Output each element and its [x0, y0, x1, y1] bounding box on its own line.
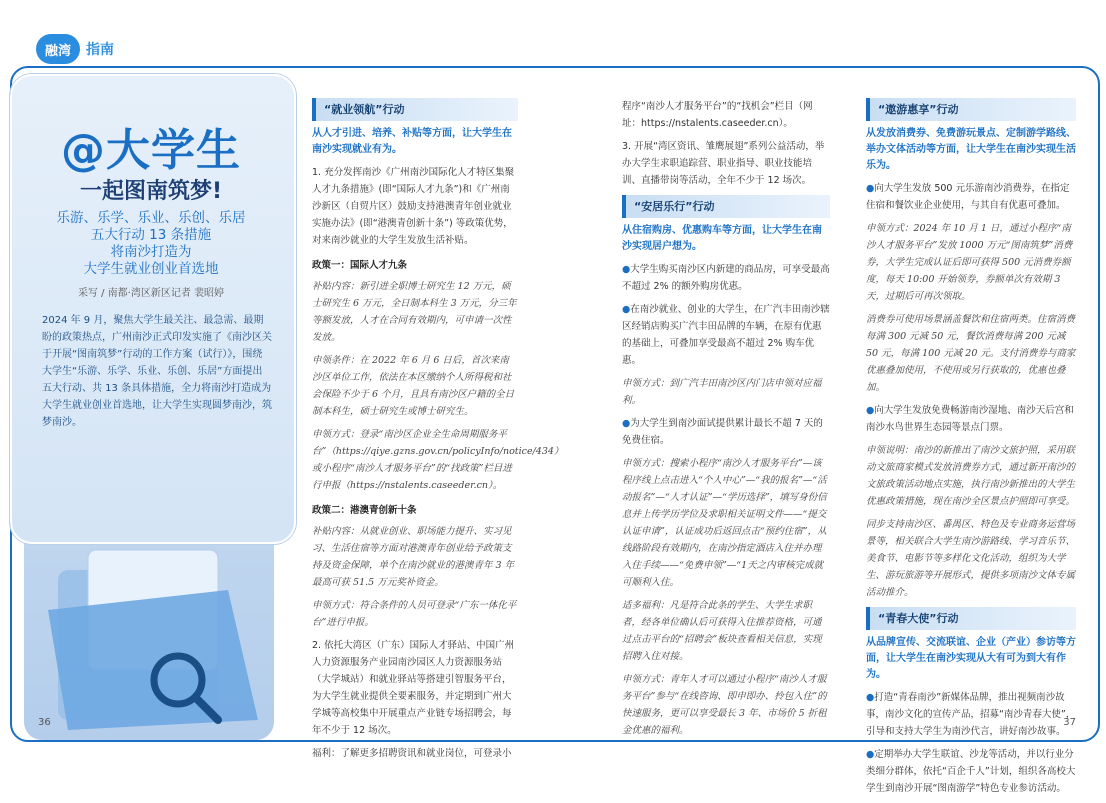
intro-paragraph: 2024 年 9 月，聚焦大学生最关注、最急需、最期盼的政策热点，广州南沙正式印发实施了《南沙区关于开展“图南筑梦”行动的工作方案（试行）》，围绕大学生“乐游、乐学、乐业、乐创、乐居”方面提出五大行动、共 13 条具体措施，全力将南沙打造成为大学生就业创业首选地，让大学生实现圆梦南沙，筑梦南沙。 — [42, 315, 272, 428]
bullet-item — [866, 180, 1076, 214]
header-section: 指南 — [86, 42, 114, 58]
section-heading-ambassador: “青春大使”行动 — [866, 607, 1076, 630]
section-lead: 从发放消费券、免费游玩景点、定制游学路线、举办文体活动等方面，让大学生在南沙实现生活乐为。 — [866, 128, 1076, 171]
paragraph: 申领方式：登录“南沙区企业全生命周期服务平台”（https://qiye.gzns.gov.cn/policyInfo/notice/434）或小程序“南沙人才服务平台”的“找政策”栏目进行申报（https://nstalents.caseeder.cn）。 — [312, 429, 564, 491]
bullet-text: 打造“青春南沙”新媒体品牌，推出视频南沙故事，南沙文化的宣传产品，招募“南沙青春大使”，引导和支持大学生为南沙代言，讲好南沙故事。 — [866, 692, 1076, 737]
bullet-icon: ● — [622, 418, 631, 429]
section-lead: 从品牌宣传、交流联谊、企业（产业）参访等方面，让大学生在南沙实现从大有可为到大有作为。 — [866, 637, 1076, 680]
paragraph: 补贴内容：从就业创业、职场能力提升、实习见习、生活住宿等方面对港澳青年创业给予政策支持及资金保障，单个在南沙就业的港澳青年 3 年最高可获 51.5 万元奖补资金。 — [312, 526, 515, 588]
paragraph: 申领说明：南沙的新推出了南沙文旅护照，采用联动文旅商家模式发放消费券方式，通过新开南沙的文旅政策活动地点实施，执行南沙新推出的大学生优惠政策措施，现在南沙全区景点护照即可享受。 — [866, 445, 1076, 507]
column-1 — [312, 98, 564, 768]
bullet-text: 向大学生发放 500 元乐游南沙消费券，在指定住宿和餐饮业企业使用，与其自有优惠可叠加。 — [866, 183, 1070, 211]
folder-front — [48, 590, 258, 730]
byline: 采写 / 南都·湾区新区记者 裴昭婷 — [77, 288, 225, 299]
section-header — [36, 34, 114, 64]
paragraph: 适多福利：凡是符合此条的学生、大学生求职者，经各单位确认后可获得入住推荐资格，可通过点击平台的“招聘会”板块查看相关信息，实现招聘入住对接。 — [622, 600, 822, 662]
section-heading-travel: “遨游惠享”行动 — [866, 98, 1076, 121]
bullet-item — [866, 402, 1076, 436]
deck-line: 乐游、乐学、乐业、乐创、乐居 — [56, 210, 246, 226]
paragraph: 2. 依托大湾区（广东）国际人才驿站、中国广州人力资源服务产业园南沙园区人力资源服务站（大学城站）和就业驿站等搭建引智服务平台，为大学生就业提供全要素服务，并定期到广州大学城等高校集中开展重点产业链专场招聘会，每年不少于 12 场次。 — [312, 640, 515, 736]
bullet-item — [866, 689, 1076, 740]
section-heading-jobs: “就业领航”行动 — [312, 98, 518, 121]
bullet-item — [622, 301, 830, 369]
paragraph: 3. 开展“湾区资讯、雏鹰展翅”系列公益活动，举办大学生求职追踪营、职业指导、职业技能培训、直播带岗等活动，全年不少于 12 场次。 — [622, 141, 825, 186]
section-lead: 从人才引进、培养、补贴等方面，让大学生在南沙实现就业有为。 — [312, 128, 512, 155]
page-number-left: 36 — [38, 717, 51, 728]
bullet-item — [622, 261, 830, 295]
paragraph: 1. 充分发挥南沙《广州南沙国际化人才特区集聚人才九条措施》(即“国际人才九条”)和《广州南沙新区（自贸片区）鼓励支持港澳青年创业就业实施办法》(即“港澳青创新十条”) 等政策优势，对来南沙就业的大学生发放生活补贴。 — [312, 167, 515, 246]
paragraph: 申领方式：搜索小程序“南沙人才服务平台”—该程序线上点击进入“个人中心”—“我的报名”—“活动报名”—“人才认证”—“学历选择”，填写身份信息并上传学历学位及求职相关证明文件——“提交认证申请”，认证成功后返回点击“预约住宿”，从线路阶段有效期内，在南沙指定酒店入住并办理入住手续——“免费申领”—“1天之内审核完成就可顺利入住。 — [622, 458, 827, 588]
bullet-icon: ● — [866, 405, 875, 416]
bullet-icon: ● — [622, 304, 631, 315]
paragraph: 申领方式：青年人才可以通过小程序“南沙人才服务平台”参与“在线咨询、即申即办、拎包入住”的快速服务，更可以享受最长 3 年、市场价 5 折租金优惠的福利。 — [622, 674, 827, 736]
paragraph: 申领条件：在 2022 年 6 月 6 日后，首次来南沙区单位工作，依法在本区缴纳个人所得税和社会保险不少于 6 个月，且具有南沙区户籍的全日制本科生，硕士研究生或博士研究生。 — [312, 355, 515, 417]
bullet-text: 在南沙就业、创业的大学生，在广汽丰田南沙辖区经销店购买广汽丰田品牌的车辆，在原有优惠的基础上，可叠加享受最高不超过 2% 购车优惠。 — [622, 304, 830, 366]
deck-line: 将南沙打造为 — [110, 244, 192, 260]
page-number-right: 37 — [1063, 717, 1076, 728]
paragraph: 福利：了解更多招聘资讯和就业岗位，可登录小 — [312, 748, 512, 759]
paragraph: 消费券可使用场景涵盖餐饮和住宿两类。住宿消费每满 300 元减 50 元，餐饮消费每满 200 元减 50 元，每满 100 元减 20 元。支付消费券与商家优惠叠加使用，不使用或另行获取的，优惠也叠加。 — [866, 314, 1076, 393]
bullet-icon: ● — [866, 183, 875, 194]
column-2 — [622, 98, 830, 745]
feature-title: @大学生 — [61, 125, 241, 176]
paragraph: 申领方式：符合条件的人员可登录“广东一体化平台”进行申报。 — [312, 600, 517, 628]
bullet-text: 向大学生发放免费畅游南沙湿地、南沙天后宫和南沙水鸟世界生态园等景点门票。 — [866, 405, 1074, 433]
paragraph: 程序“南沙人才服务平台”的“找机会”栏目（网址：https://nstalents.caseeder.cn）。 — [622, 101, 813, 129]
paragraph: 申领方式：到广汽丰田南沙区内门店申领对应福利。 — [622, 378, 822, 406]
bullet-text: 大学生购买南沙区内新建的商品房，可享受最高不超过 2% 的额外购房优惠。 — [622, 264, 830, 292]
column-3 — [866, 98, 1076, 803]
section-lead: 从住宿购房、优惠购车等方面，让大学生在南沙实现居户想为。 — [622, 225, 822, 252]
paragraph: 补贴内容：新引进全职博士研究生 12 万元，硕士研究生 6 万元，全日制本科生 3 万元，分三年等额发放，人才在合同有效期内，可申请一次性发放。 — [312, 281, 517, 343]
deck-line: 五大行动 13 条措施 — [90, 227, 212, 243]
policy-heading: 政策一：国际人才九条 — [312, 260, 408, 271]
bullet-icon: ● — [866, 749, 875, 760]
section-heading-living: “安居乐行”行动 — [622, 195, 830, 218]
bullet-icon: ● — [866, 692, 875, 703]
paragraph: 同步支持南沙区、番禺区、特色及专业商务运营场景等，相关联合大学生南沙游路线、学习音乐节、美食节、电影节等多样化文化活动，组织为大学生、游玩旅游等开展形式，提供多项南沙文体专属活动推介。 — [866, 519, 1076, 598]
deck-line: 大学生就业创业首选地 — [83, 261, 219, 277]
feature-deck — [26, 210, 276, 278]
bullet-text: 定期举办大学生联谊、沙龙等活动，并以行业分类细分群体，依托“百企千人”计划，组织各高校大学生到南沙开展“图南游学”特色专业参访活动。 — [866, 749, 1076, 794]
bullet-text: 为大学生到南沙面试提供累计最长不超 7 天的免费住宿。 — [622, 418, 823, 446]
paragraph: 申领方式：2024 年 10 月 1 日，通过小程序“南沙人才服务平台”发放 1000 万元“图南筑梦”消费券，大学生完成认证后即可获得 500 元消费券额度，每天 10:00 开始领券，券额单次有效期 3 天，过期后可再次领取。 — [866, 223, 1073, 302]
feature-subtitle: 一起图南筑梦! — [79, 179, 223, 204]
policy-heading: 政策二：港澳青创新十条 — [312, 505, 417, 516]
header-tag: 融湾 — [36, 34, 80, 64]
bullet-item — [866, 746, 1076, 797]
folder-illustration — [28, 530, 288, 740]
bullet-icon: ● — [622, 264, 631, 275]
bullet-item — [622, 415, 830, 449]
